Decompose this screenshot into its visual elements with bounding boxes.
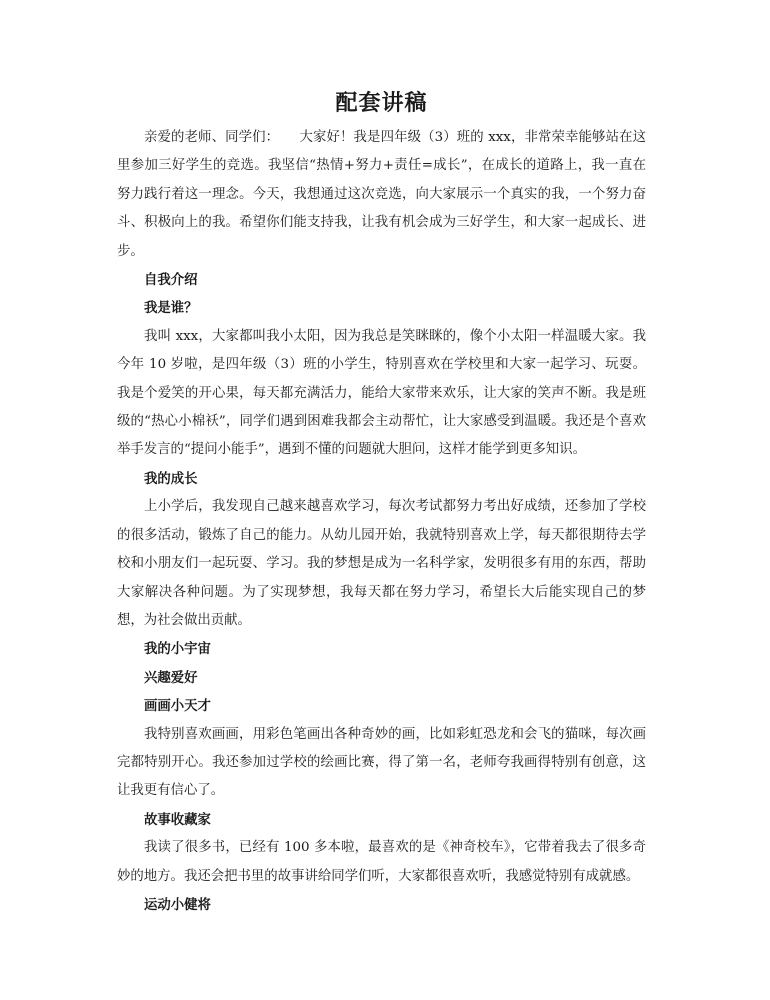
subheading-my-growth: 我的成长 bbox=[144, 470, 198, 487]
paragraph-painting: 我特别喜欢画画，用彩色笔画出各种奇妙的画，比如彩虹恐龙和会飞的猫咪，每次画完都特别开心。我还参加过学校的绘画比赛，得了第一名，老师夸我画得特别有创意，这让我更有信心了。 bbox=[117, 726, 646, 799]
paragraph-my-growth: 上小学后，我发现自己越来越喜欢学习，每次考试都努力考出好成绩，还参加了学校的很多活动，锻炼了自己的能力。从幼儿园开始，我就特别喜欢上学，每天都很期待去学校和小朋友们一起玩耍、学习。我的梦想是成为一名科学家，发明很多有用的东西，帮助大家解决各种问题。为了实现梦想，我每天都在努力学习，希望长大后能实现自己的梦想，为社会做出贡献。 bbox=[117, 499, 646, 628]
subheading-painting: 画画小天才 bbox=[144, 698, 211, 715]
intro-paragraph: 亲爱的老师、同学们： 大家好！我是四年级（3）班的 xxx，非常荣幸能够站在这里参加三好学生的竞选。我坚信“热情+努力+责任=成长”，在成长的道路上，我一直在努力践行着这一理念。今天，我想通过这次竞选，向大家展示一个真实的我，一个努力奋斗、积极向上的我。希望你们能支持我，让我有机会成为三好学生，和大家一起成长、进步。 bbox=[117, 130, 646, 259]
subheading-hobbies: 兴趣爱好 bbox=[144, 669, 198, 686]
document-title: 配套讲稿 bbox=[335, 90, 428, 116]
subheading-story-collector: 故事收藏家 bbox=[144, 811, 211, 828]
paragraph-story-collector: 我读了很多书，已经有 100 多本啦，最喜欢的是《神奇校车》，它带着我去了很多奇妙的地方。我还会把书里的故事讲给同学们听，大家都很喜欢听，我感觉特别有成就感。 bbox=[117, 840, 646, 884]
subheading-sports: 运动小健将 bbox=[144, 896, 211, 913]
section-heading-my-universe: 我的小宇宙 bbox=[144, 641, 211, 658]
paragraph-who-am-i: 我叫 xxx，大家都叫我小太阳，因为我总是笑眯眯的，像个小太阳一样温暖大家。我今年 10 岁啦，是四年级（3）班的小学生，特别喜欢在学校里和大家一起学习、玩耍。我是个爱笑的开心果，每天都充满活力，能给大家带来欢乐，让大家的笑声不断。我是班级的“热心小棉袄”，同学们遇到困难我都会主动帮忙，让大家感受到温暖。我还是个喜欢举手发言的“提问小能手”，遇到不懂的问题就大胆问，这样才能学到更多知识。 bbox=[117, 328, 646, 458]
subheading-who-am-i: 我是谁？ bbox=[144, 300, 198, 317]
section-heading-self-intro: 自我介绍 bbox=[144, 272, 198, 289]
